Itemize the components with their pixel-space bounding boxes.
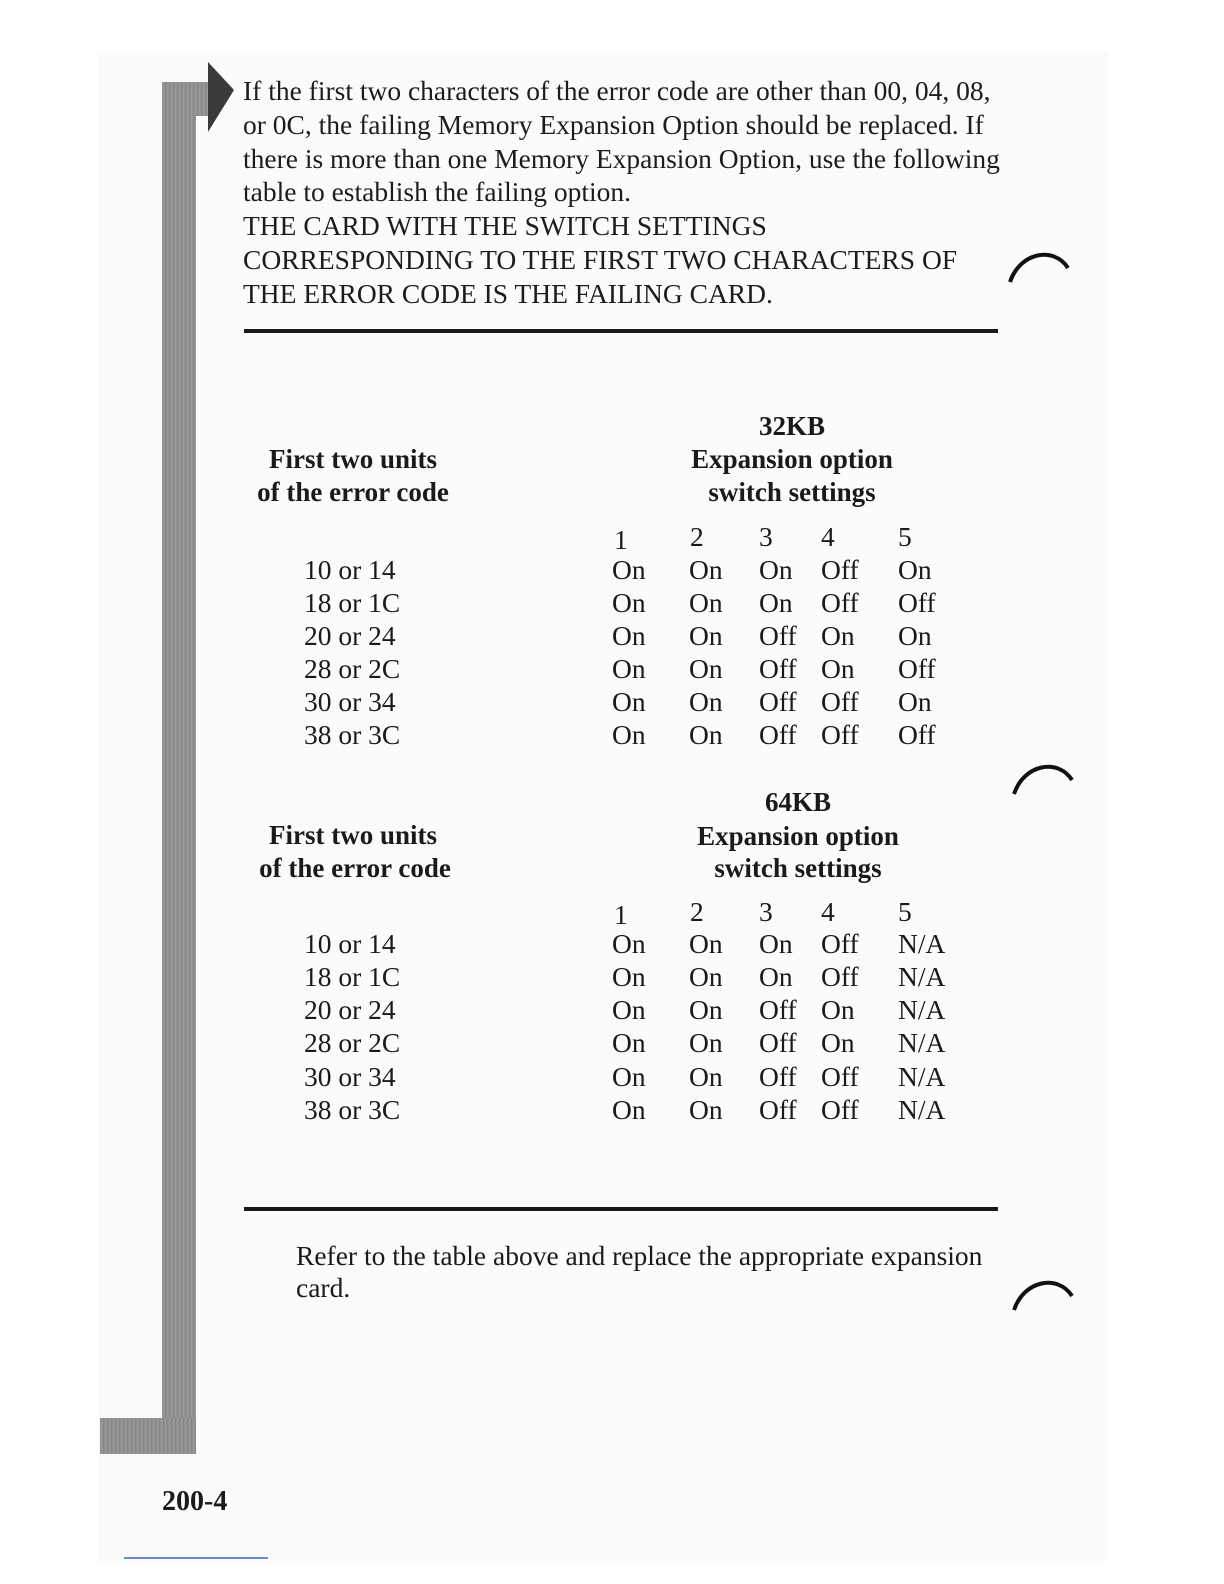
flow-bracket-top [162, 82, 212, 116]
switch-number: 2 [690, 896, 704, 927]
switch-value: On [612, 1094, 646, 1125]
switch-value: On [898, 554, 932, 585]
error-code: 18 or 1C [304, 961, 401, 992]
switch-value: On [689, 587, 723, 618]
closing-paragraph: Refer to the table above and replace the appropriate expansion card. [296, 1240, 983, 1303]
intro-caps-text: THE CARD WITH THE SWITCH SETTINGS CORRESPONDING TO THE FIRST TWO CHARACTERS OF THE ERROR CODE IS THE FAILING CARD. [243, 210, 958, 309]
error-code: 10 or 14 [304, 554, 396, 585]
switch-value: Off [759, 1061, 797, 1092]
switch-value: Off [759, 620, 797, 651]
switch-number: 4 [821, 521, 835, 552]
switch-value: On [821, 1027, 855, 1058]
error-code: 38 or 3C [304, 1094, 401, 1125]
switch-value: On [821, 620, 855, 651]
page-number: 200-4 [162, 1486, 228, 1517]
switch-value: On [612, 686, 646, 717]
switch-value: Off [759, 719, 797, 750]
switch-value: On [612, 620, 646, 651]
switch-value: On [821, 994, 855, 1025]
table-heading-3: switch settings [708, 477, 876, 507]
switch-number: 2 [690, 521, 704, 552]
switch-value: On [689, 554, 723, 585]
switch-value: Off [759, 686, 797, 717]
switch-value: N/A [898, 1061, 946, 1092]
switch-number: 5 [898, 896, 912, 927]
switch-value: N/A [898, 1027, 946, 1058]
switch-value: On [689, 1027, 723, 1058]
switch-value: N/A [898, 1094, 946, 1125]
table-heading-3: switch settings [714, 853, 882, 883]
table-size-heading: 32KB [758, 411, 825, 441]
left-heading-2: of the error code [257, 477, 449, 507]
switch-value: On [612, 1061, 646, 1092]
switch-value: On [612, 994, 646, 1025]
switch-value: On [898, 620, 932, 651]
table-heading-2: Expansion option [697, 821, 899, 851]
table-heading-2: Expansion option [691, 444, 893, 474]
flow-bracket-foot [100, 1418, 196, 1454]
switch-value: On [821, 653, 855, 684]
switch-value: Off [898, 719, 936, 750]
flow-arrow-icon [208, 62, 234, 132]
binder-hole-arc-icon [1006, 244, 1072, 284]
error-code: 18 or 1C [304, 587, 401, 618]
switch-value: Off [821, 928, 859, 959]
top-rule [244, 329, 998, 333]
switch-value: Off [821, 961, 859, 992]
left-heading-2: of the error code [259, 853, 451, 883]
error-code: 20 or 24 [304, 994, 396, 1025]
switch-value: On [898, 686, 932, 717]
switch-value: On [689, 1061, 723, 1092]
switch-value: Off [821, 1094, 859, 1125]
switch-value: Off [759, 994, 797, 1025]
switch-number: 5 [898, 521, 912, 552]
switch-value: On [689, 620, 723, 651]
bottom-rule [244, 1207, 998, 1211]
error-code: 30 or 34 [304, 686, 396, 717]
switch-value: Off [821, 719, 859, 750]
switch-value: On [612, 587, 646, 618]
switch-value: Off [898, 587, 936, 618]
switch-value: Off [759, 1027, 797, 1058]
intro-paragraph [243, 74, 1003, 311]
switch-value: Off [821, 554, 859, 585]
switch-value: On [612, 653, 646, 684]
table-size-heading: 64KB [764, 787, 831, 817]
switch-number: 4 [821, 896, 835, 927]
switch-number: 1 [614, 524, 628, 555]
switch-number: 1 [614, 899, 628, 930]
switch-value: Off [759, 653, 797, 684]
error-code: 20 or 24 [304, 620, 396, 651]
switch-value: On [612, 1027, 646, 1058]
switch-value: On [612, 928, 646, 959]
switch-value: On [689, 928, 723, 959]
switch-value: N/A [898, 961, 946, 992]
error-code: 30 or 34 [304, 1061, 396, 1092]
switch-number: 3 [759, 521, 773, 552]
switch-value: On [759, 587, 793, 618]
switch-value: Off [821, 587, 859, 618]
switch-value: On [612, 719, 646, 750]
switch-value: N/A [898, 994, 946, 1025]
switch-value: Off [821, 686, 859, 717]
switch-value: Off [759, 1094, 797, 1125]
switch-value: On [759, 961, 793, 992]
error-code: 38 or 3C [304, 719, 401, 750]
switch-value: Off [821, 1061, 859, 1092]
switch-number: 3 [759, 896, 773, 927]
bottom-blue-line [124, 1557, 268, 1559]
switch-value: On [689, 961, 723, 992]
switch-value: On [689, 653, 723, 684]
binder-hole-arc-icon [1010, 756, 1076, 796]
switch-value: N/A [898, 928, 946, 959]
flow-bracket-vertical [162, 82, 196, 1454]
switch-value: On [612, 554, 646, 585]
error-code: 28 or 2C [304, 1027, 401, 1058]
switch-value: On [689, 719, 723, 750]
switch-value: On [689, 686, 723, 717]
switch-value: On [612, 961, 646, 992]
switch-value: On [759, 928, 793, 959]
error-code: 28 or 2C [304, 653, 401, 684]
intro-text: If the first two characters of the error code are other than 00, 04, 08, or 0C, the failing Memory Expansion Option should be replaced. If there is more than one Memory Expansion Option, use the following table to establish the failing option. [243, 75, 1000, 208]
switch-value: On [689, 994, 723, 1025]
switch-value: On [689, 1094, 723, 1125]
switch-value: On [759, 554, 793, 585]
switch-value: Off [898, 653, 936, 684]
left-heading-1: First two units [269, 820, 437, 850]
binder-hole-arc-icon [1010, 1272, 1076, 1312]
error-code: 10 or 14 [304, 928, 396, 959]
left-heading-1: First two units [269, 444, 437, 474]
